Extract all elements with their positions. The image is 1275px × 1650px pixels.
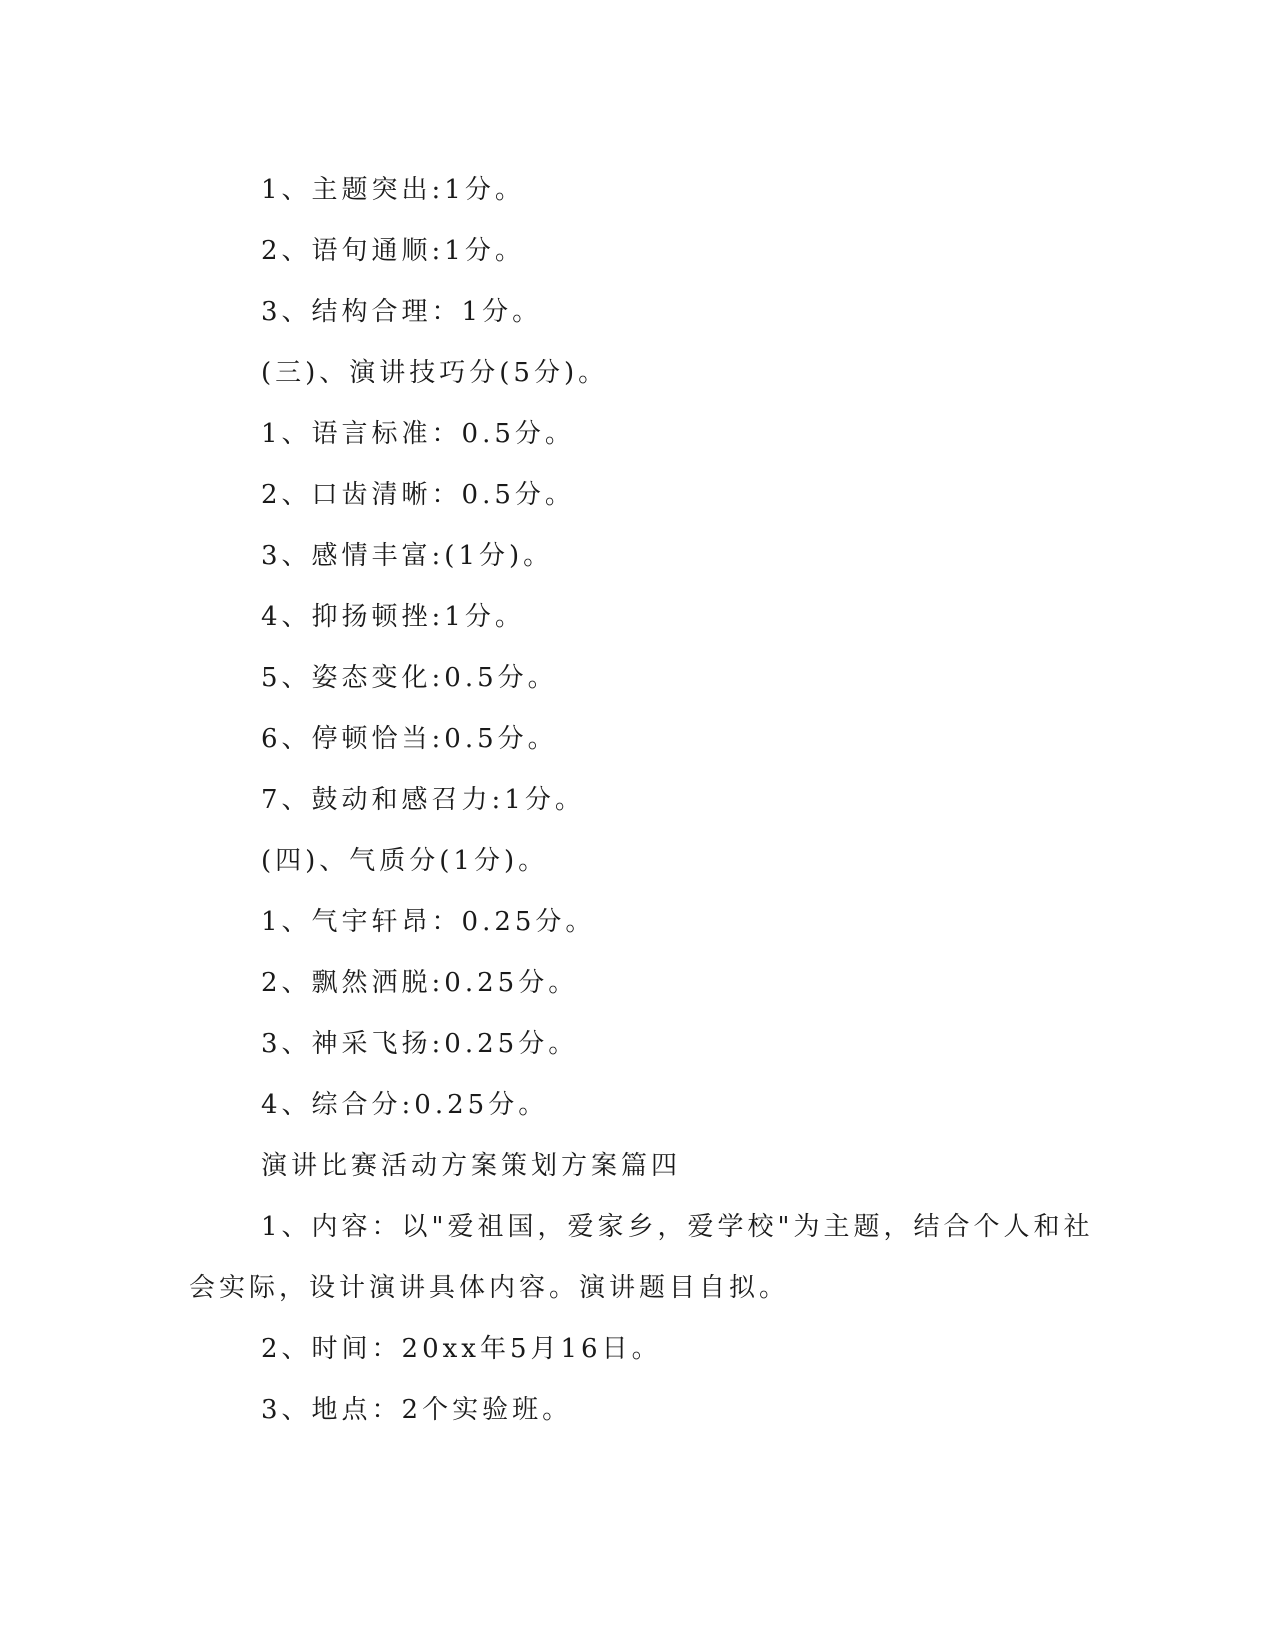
scoring-item-appeal: 7、鼓动和感召力:1分。 <box>261 785 585 815</box>
scoring-item-posture: 5、姿态变化:0.5分。 <box>261 663 558 693</box>
scoring-item-emotion: 3、感情丰富:(1分)。 <box>261 541 554 571</box>
scoring-item-cadence: 4、抑扬顿挫:1分。 <box>261 602 525 632</box>
scoring-item-articulation: 2、口齿清晰：0.5分。 <box>261 480 575 510</box>
scoring-item-spirit: 3、神采飞扬:0.25分。 <box>261 1029 579 1059</box>
section-heading-temperament: (四)、气质分(1分)。 <box>261 846 549 876</box>
scoring-item-structure: 3、结构合理：1分。 <box>261 297 543 327</box>
scoring-item-overall: 4、综合分:0.25分。 <box>261 1090 549 1120</box>
plan-item-location: 3、地点：2个实验班。 <box>261 1395 573 1425</box>
plan-item-time: 2、时间：20xx年5月16日。 <box>261 1334 662 1364</box>
scoring-item-language: 1、语言标准：0.5分。 <box>261 419 575 449</box>
section-heading-speech-skills: (三)、演讲技巧分(5分)。 <box>261 358 609 388</box>
scoring-item-theme: 1、主题突出:1分。 <box>261 175 525 205</box>
scoring-item-bearing: 1、气宇轩昂：0.25分。 <box>261 907 596 937</box>
plan-item-content-continued: 会实际，设计演讲具体内容。演讲题目自拟。 <box>189 1273 790 1303</box>
scoring-item-grace: 2、飘然洒脱:0.25分。 <box>261 968 579 998</box>
scoring-item-pauses: 6、停顿恰当:0.5分。 <box>261 724 558 754</box>
section-title-plan-four: 演讲比赛活动方案策划方案篇四 <box>261 1151 682 1181</box>
plan-item-content: 1、内容：以"爱祖国，爱家乡，爱学校"为主题，结合个人和社 <box>261 1212 1094 1242</box>
scoring-item-fluency: 2、语句通顺:1分。 <box>261 236 525 266</box>
